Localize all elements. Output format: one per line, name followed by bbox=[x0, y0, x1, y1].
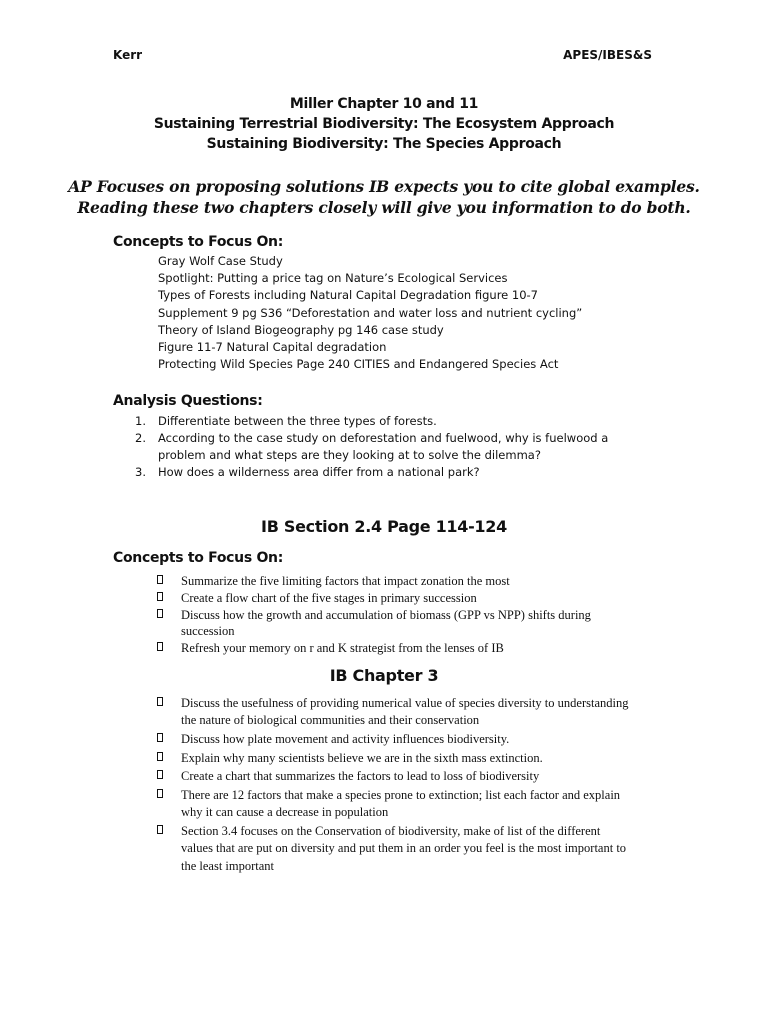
missing-glyph-bullet-icon bbox=[157, 575, 163, 584]
item-text: Summarize the five limiting factors that impact zonation the most bbox=[181, 574, 510, 588]
item-text: Discuss the usefulness of providing numerical value of species diversity to understanding the nature of biological communities and their conservation bbox=[181, 696, 629, 728]
list-item bbox=[155, 573, 635, 590]
item-text: According to the case study on deforestation and fuelwood, why is fuelwood a problem and what steps are they looking at to solve the dilemma? bbox=[158, 431, 609, 462]
document-titles bbox=[0, 94, 768, 154]
analysis-questions-list bbox=[135, 413, 615, 481]
item-number: 1. bbox=[135, 414, 146, 428]
list-item bbox=[155, 823, 635, 875]
item-number: 3. bbox=[135, 465, 146, 479]
item-text: How does a wilderness area differ from a national park? bbox=[158, 465, 480, 479]
ib-concepts-heading: Concepts to Focus On: bbox=[113, 550, 284, 566]
missing-glyph-bullet-icon bbox=[157, 825, 163, 834]
missing-glyph-bullet-icon bbox=[157, 789, 163, 798]
item-text: Section 3.4 focuses on the Conservation of biodiversity, make of list of the different values that are put on diversity and put them in an order you feel is the most important to the least important bbox=[181, 823, 627, 873]
missing-glyph-bullet-icon bbox=[157, 770, 163, 779]
header-course: APES/IBES&S bbox=[563, 48, 652, 62]
item-text: Explain why many scientists believe we are in the sixth mass extinction. bbox=[181, 750, 543, 765]
list-item bbox=[135, 430, 615, 464]
missing-glyph-bullet-icon bbox=[157, 733, 163, 742]
list-item bbox=[155, 590, 635, 607]
missing-glyph-bullet-icon bbox=[157, 697, 163, 706]
header-author: Kerr bbox=[113, 48, 143, 62]
list-item bbox=[155, 731, 635, 748]
list-item bbox=[135, 413, 615, 430]
ib-chapter3-heading: IB Chapter 3 bbox=[329, 666, 439, 685]
ib-chapter3-list bbox=[155, 695, 635, 876]
list-item bbox=[155, 695, 635, 730]
intro-line-2: Reading these two chapters closely will give you information to do both. bbox=[77, 198, 691, 217]
item-text: Refresh your memory on r and K strategist from the lenses of IB bbox=[181, 641, 504, 656]
intro-statement bbox=[60, 176, 708, 218]
concepts-heading: Concepts to Focus On: bbox=[113, 234, 284, 250]
item-text: Discuss how the growth and accumulation of biomass (GPP vs NPP) shifts during succession bbox=[181, 607, 591, 639]
concepts-list bbox=[158, 253, 582, 373]
list-item bbox=[155, 787, 635, 822]
title-line-2: Sustaining Terrestrial Biodiversity: The Ecosystem Approach bbox=[153, 116, 615, 132]
list-item bbox=[155, 607, 635, 641]
title-line-1: Miller Chapter 10 and 11 bbox=[289, 96, 479, 112]
title-line-3: Sustaining Biodiversity: The Species Approach bbox=[206, 136, 562, 152]
item-text: Differentiate between the three types of forests. bbox=[158, 414, 437, 428]
analysis-heading: Analysis Questions: bbox=[113, 393, 263, 409]
list-item: Types of Forests including Natural Capital Degradation figure 10-7 bbox=[158, 288, 538, 303]
list-item: Gray Wolf Case Study bbox=[158, 254, 283, 268]
list-item: Supplement 9 pg S36 “Deforestation and water loss and nutrient cycling” bbox=[158, 305, 583, 320]
intro-line-1: AP Focuses on proposing solutions IB expects you to cite global examples. bbox=[68, 177, 700, 196]
missing-glyph-bullet-icon bbox=[157, 592, 163, 601]
list-item bbox=[155, 640, 635, 657]
list-item: Protecting Wild Species Page 240 CITIES and Endangered Species Act bbox=[158, 357, 559, 372]
list-item bbox=[155, 750, 635, 767]
item-text: Create a flow chart of the five stages in primary succession bbox=[181, 590, 477, 605]
ib-section-list bbox=[155, 573, 635, 657]
list-item: Theory of Island Biogeography pg 146 case study bbox=[158, 322, 444, 337]
item-number: 2. bbox=[135, 431, 146, 445]
missing-glyph-bullet-icon bbox=[157, 642, 163, 651]
item-text: Create a chart that summarizes the factors to lead to loss of biodiversity bbox=[181, 769, 540, 784]
missing-glyph-bullet-icon bbox=[157, 609, 163, 618]
item-text: There are 12 factors that make a species prone to extinction; list each factor and explain why it can cause a decrease in population bbox=[181, 787, 621, 820]
list-item: Spotlight: Putting a price tag on Nature’s Ecological Services bbox=[158, 271, 508, 286]
ib-section-heading: IB Section 2.4 Page 114-124 bbox=[261, 517, 507, 536]
missing-glyph-bullet-icon bbox=[157, 752, 163, 761]
item-text: Discuss how plate movement and activity influences biodiversity. bbox=[181, 732, 510, 746]
list-item bbox=[135, 464, 615, 481]
list-item: Figure 11-7 Natural Capital degradation bbox=[158, 340, 387, 355]
list-item bbox=[155, 768, 635, 785]
